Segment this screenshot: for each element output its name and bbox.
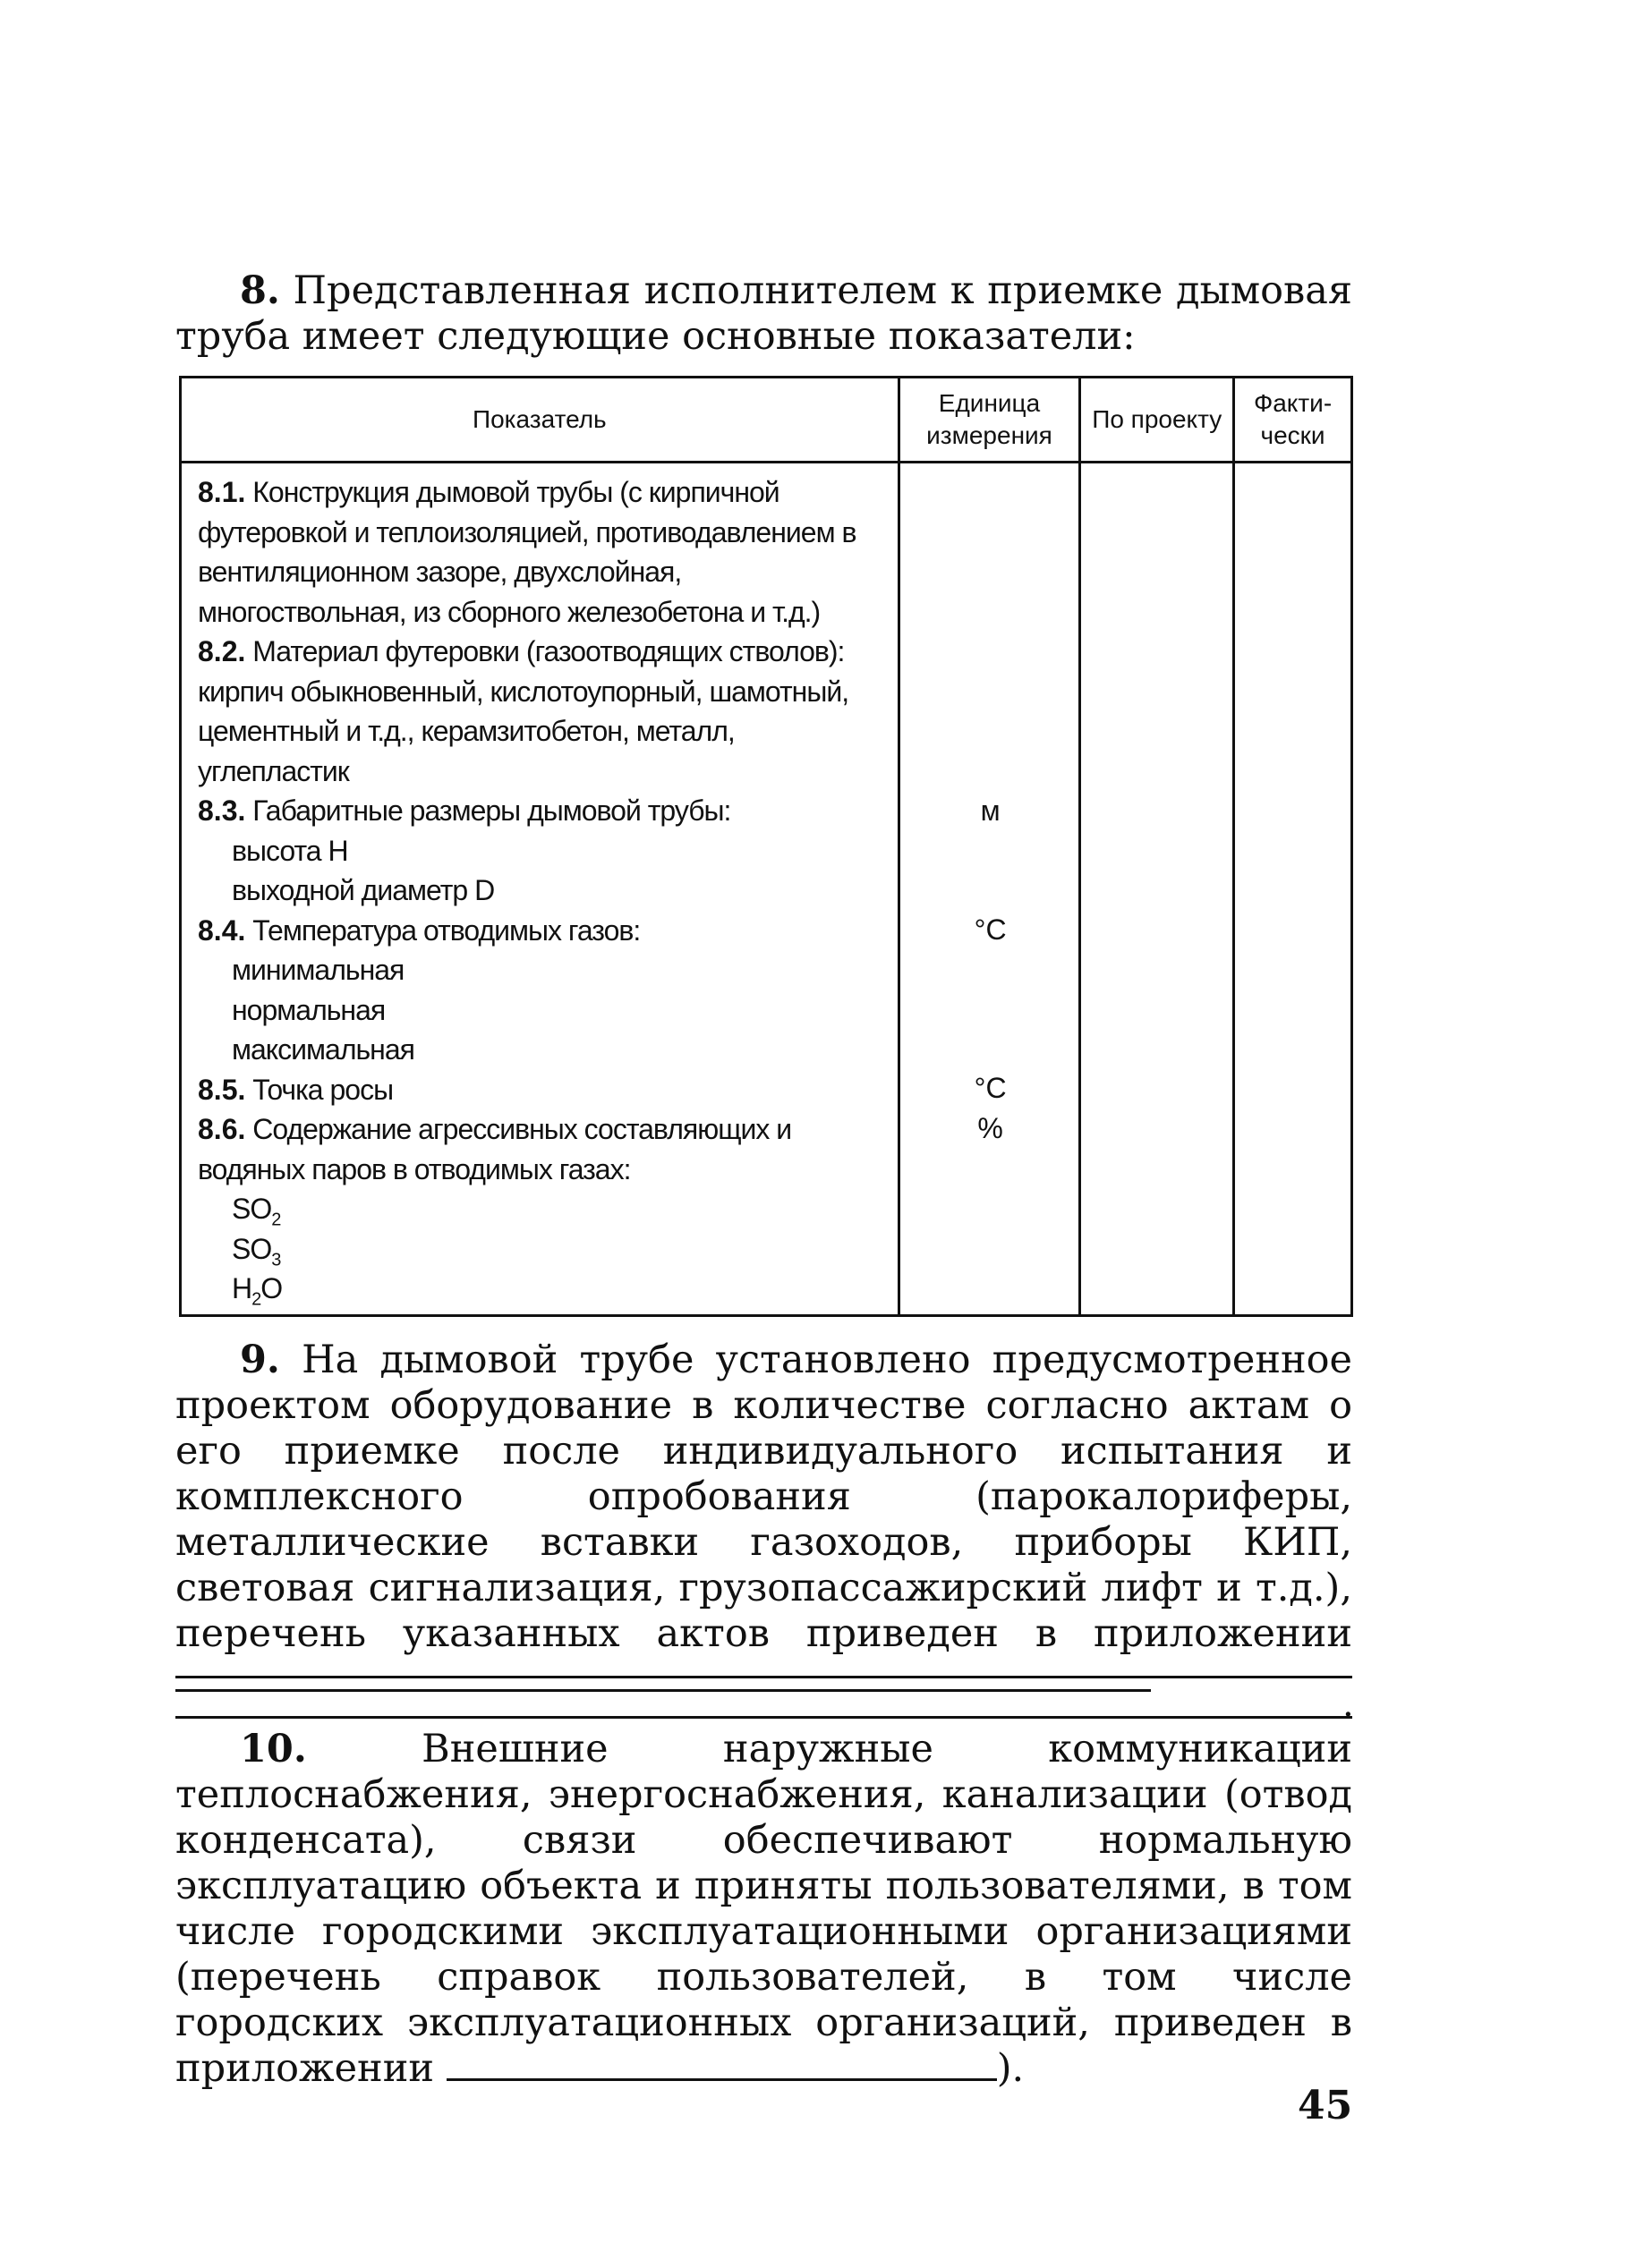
section-9-end-mark: .	[1342, 1684, 1354, 1725]
item-8-4	[198, 911, 887, 1070]
indicator-column	[181, 463, 899, 1316]
item-8-6-so2: $SO_2$	[232, 1193, 281, 1230]
table-body-row	[181, 463, 1352, 1316]
section-8-text: Представленная исполнителем к приемке дымовая труба имеет следующие основные показатели:	[175, 268, 1352, 359]
item-8-3-diameter: выходной диаметр D	[232, 874, 495, 906]
item-8-6-h2o: $H_2O$	[232, 1272, 283, 1310]
unit-8-6: %	[977, 1112, 1003, 1144]
page-number: 45	[1298, 2083, 1353, 2128]
unit-8-5: °С	[974, 1072, 1007, 1104]
item-8-3	[198, 791, 887, 911]
section-9-text: На дымовой трубе установлено предусмотренное проектом оборудование в количестве согласно актам о его приемке после индивидуального испытания и комплексного опробования (парокалориферы, металлические вставки газоходов, приборы КИП, световая сигнализация, грузопассажирский лифт и т.д.), перечень указанных актов приведен в приложении	[175, 1338, 1353, 1656]
item-8-5	[198, 1070, 887, 1110]
header-actual: Факти-чески	[1234, 378, 1352, 463]
design-column	[1080, 463, 1234, 1316]
header-design: По проекту	[1080, 378, 1234, 463]
section-10-fill-line	[447, 2048, 997, 2081]
item-8-1-number: 8.1.	[198, 476, 246, 508]
item-8-3-height: высота Н	[232, 834, 348, 867]
actual-column	[1234, 463, 1352, 1316]
unit-column	[899, 463, 1080, 1316]
item-8-6	[198, 1109, 887, 1309]
table-header-row	[181, 378, 1352, 463]
item-8-3-text: Габаритные размеры дымовой трубы:	[252, 794, 731, 827]
unit-8-3: м	[980, 794, 1001, 827]
section-10-text: Внешние наружные коммуникации теплоснабжения, энергоснабжения, канализации (отвод конденсата), связи обеспечивают нормальную эксплуатацию объекта и приняты пользователями, в том числе городскими эксплуатационными организациями (перечень справок пользователей, в том числе городских эксплуатационных организаций, приведен в приложении	[175, 1727, 1352, 2091]
item-8-5-text: Точка росы	[252, 1073, 394, 1106]
item-8-1	[198, 472, 887, 632]
item-8-4-text: Температура отводимых газов:	[252, 913, 641, 947]
item-8-6-so3: $SO_3$	[232, 1232, 281, 1270]
item-8-4-normal: нормальная	[232, 993, 386, 1026]
item-8-2	[198, 632, 887, 791]
header-unit: Единица измерения	[899, 378, 1080, 463]
section-9-paragraph	[175, 1338, 1352, 1703]
header-indicator: Показатель	[181, 378, 899, 463]
section-10-paragraph	[175, 1727, 1352, 2092]
section-9-number: 9.	[240, 1338, 280, 1382]
section-8-number: 8.	[240, 268, 280, 313]
item-8-2-number: 8.2.	[198, 635, 246, 667]
unit-8-4: °С	[974, 913, 1007, 946]
item-8-4-max: максимальная	[232, 1033, 414, 1066]
item-8-4-min: минимальная	[232, 954, 405, 986]
section-10-close: ).	[996, 2046, 1025, 2091]
section-8-paragraph	[175, 268, 1352, 360]
chimney-indicators-table	[179, 376, 1353, 1317]
item-8-1-text: Конструкция дымовой трубы (с кирпичной футеровкой и теплоизоляцией, противодавлением в вентиляционном зазоре, двухслойная, многоствольная, из сборного железобетона и т.д.)	[198, 476, 856, 628]
item-8-6-text: Содержание агрессивных составляющих и водяных паров в отводимых газах:	[198, 1113, 792, 1185]
section-9-blank-line-2	[175, 1676, 1352, 1678]
section-9-blank-line-3	[175, 1716, 1352, 1719]
section-10-number: 10.	[240, 1727, 307, 1771]
item-8-4-number: 8.4.	[198, 913, 246, 947]
item-8-6-number: 8.6.	[198, 1113, 246, 1145]
item-8-5-number: 8.5.	[198, 1073, 246, 1106]
item-8-2-text: Материал футеровки (газоотводящих стволов): кирпич обыкновенный, кислотоупорный, шамотный, цементный и т.д., керамзитобетон, металл, углепластик	[198, 635, 849, 787]
item-8-3-number: 8.3.	[198, 794, 246, 827]
